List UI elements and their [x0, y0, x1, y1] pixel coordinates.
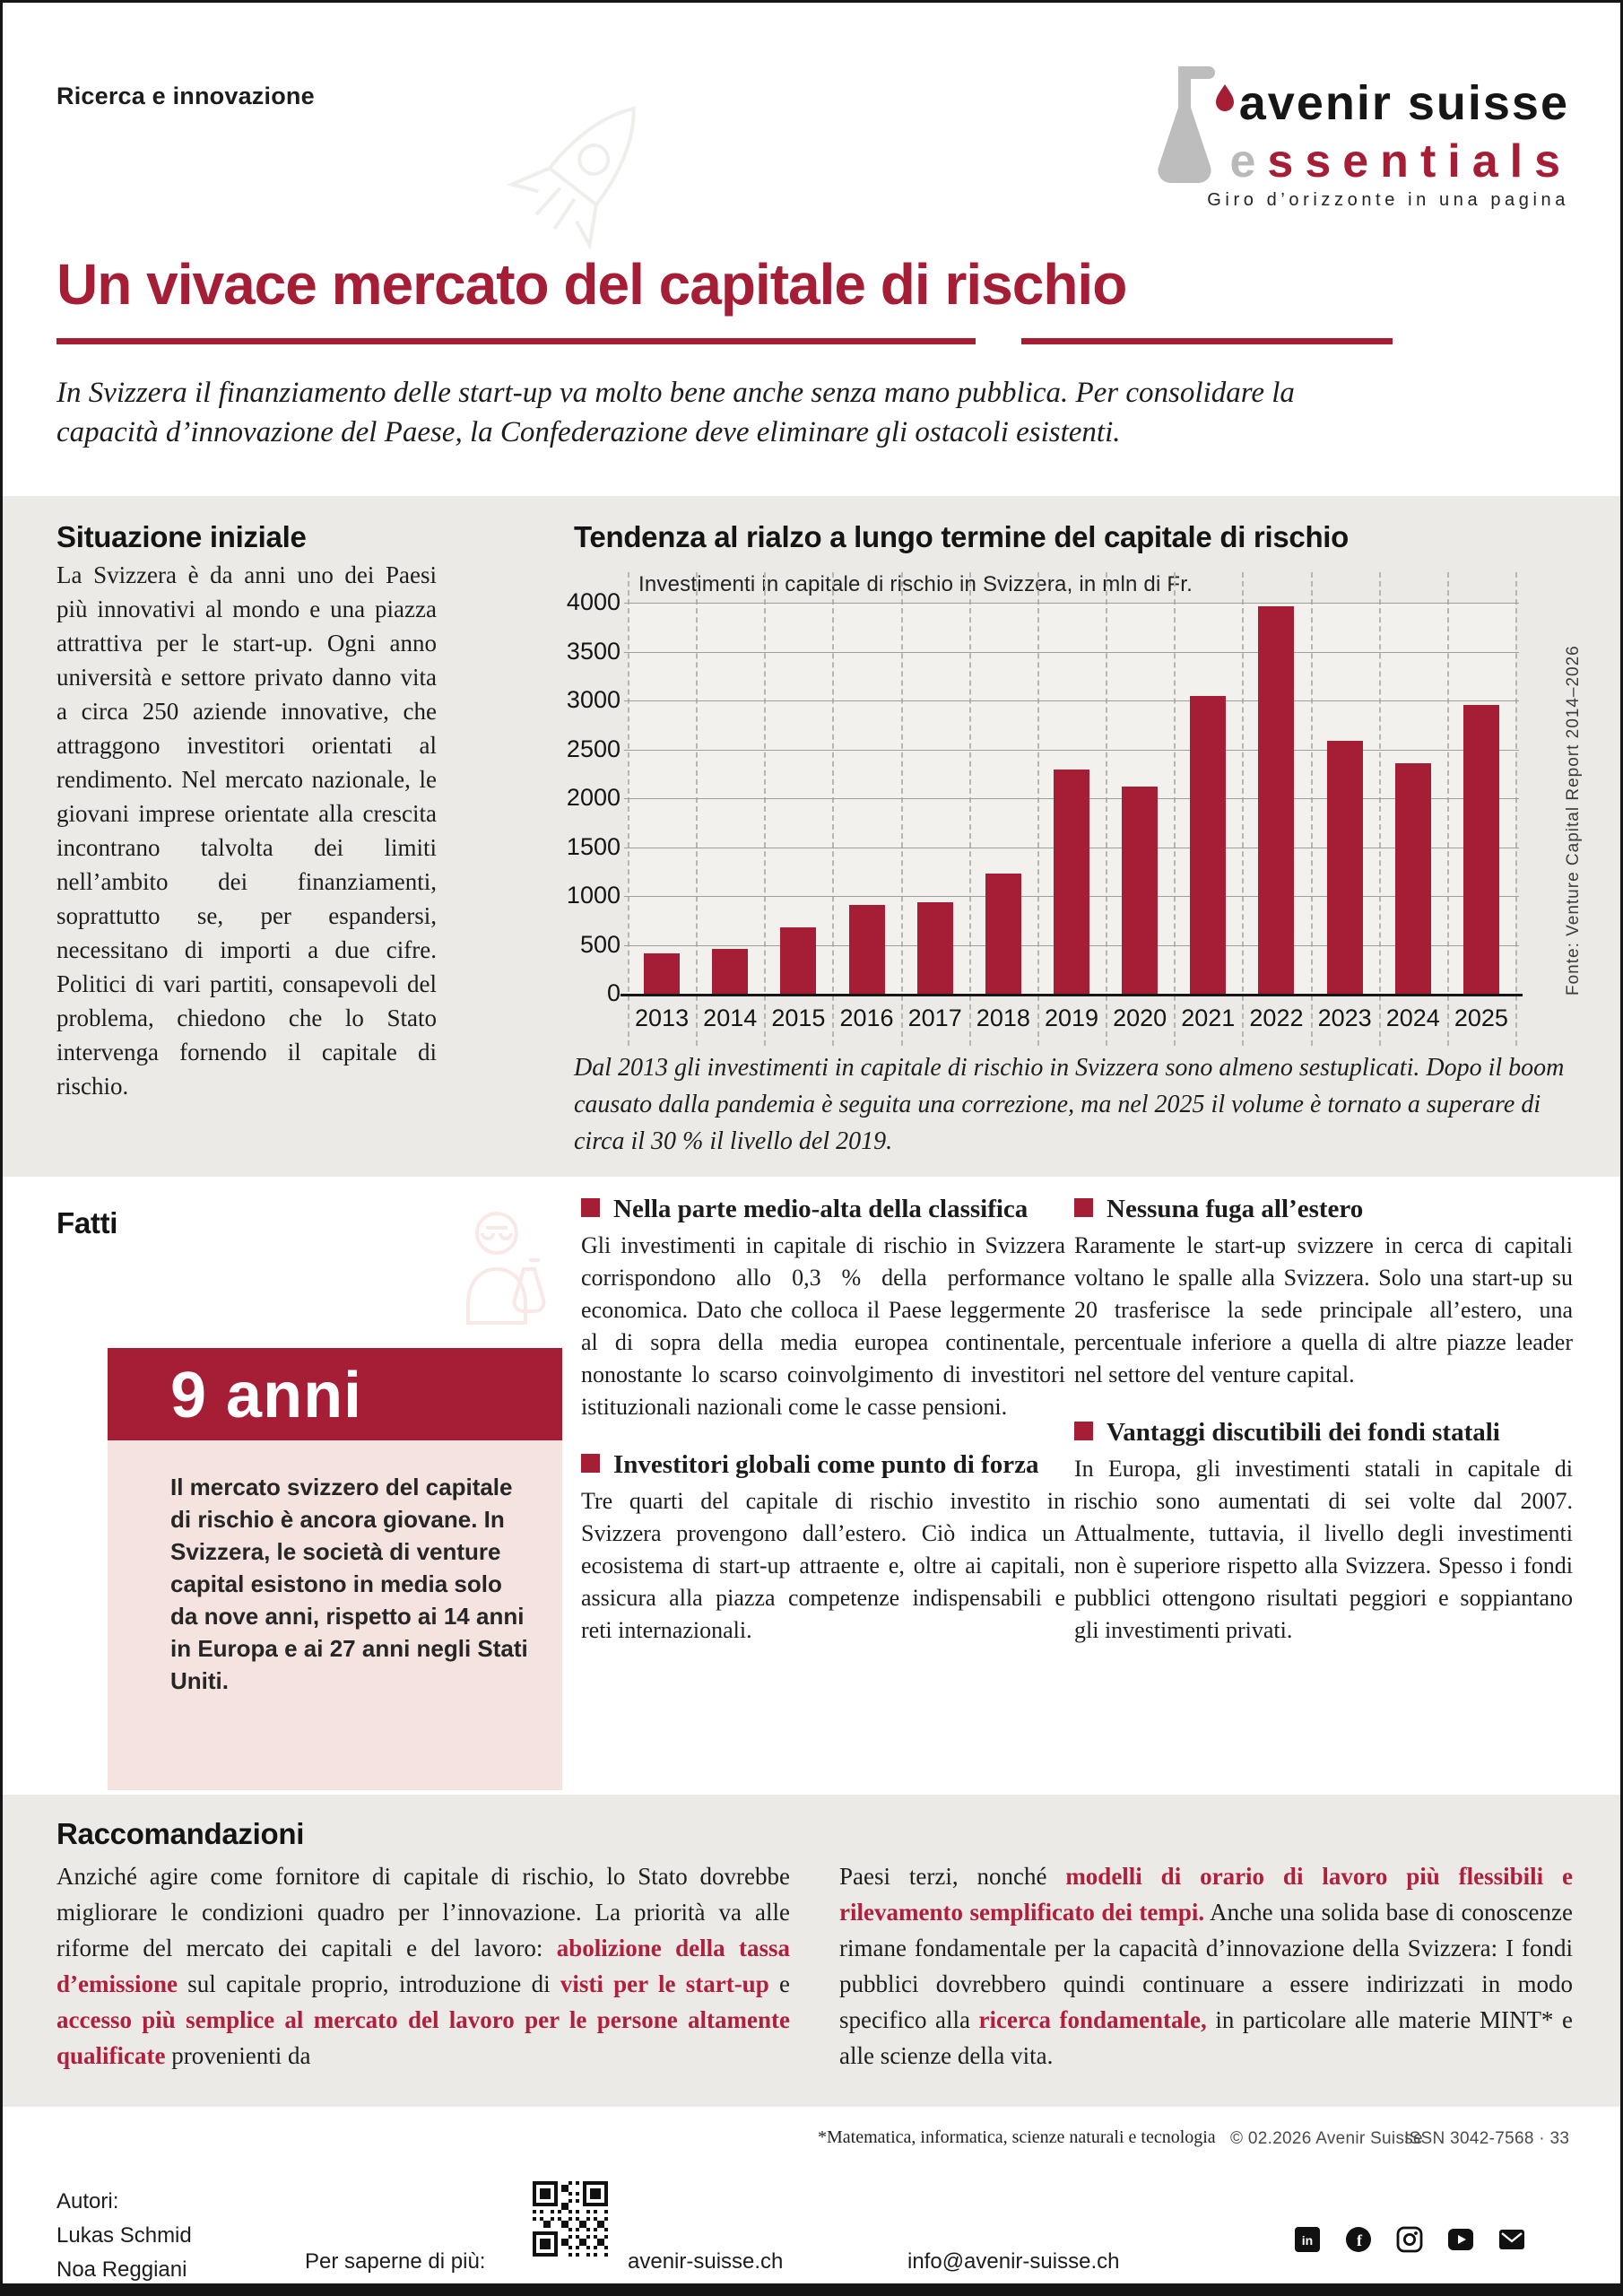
x-axis-tick-label: 2013	[635, 1004, 690, 1031]
x-axis-tick-label: 2024	[1385, 1004, 1440, 1031]
chart-source: Fonte: Venture Capital Report 2014–2026	[1564, 645, 1583, 996]
bar-2018	[985, 874, 1021, 994]
chart-vertical-gridline	[1379, 572, 1381, 1046]
email-link[interactable]: info@avenir-suisse.ch	[907, 2249, 1120, 2274]
square-bullet-icon	[581, 1198, 600, 1217]
recommendations-column-2	[839, 1858, 1573, 2074]
x-axis-tick-label: 2019	[1044, 1004, 1099, 1031]
facts-column-middle	[581, 1195, 1065, 1674]
bar-2019	[1054, 770, 1089, 994]
bar-2015	[780, 927, 816, 994]
website-link[interactable]: avenir-suisse.ch	[628, 2249, 784, 2274]
x-axis-tick-label: 2014	[703, 1004, 758, 1031]
chart-vertical-gridline	[969, 572, 971, 1046]
recommendation-text: sul capitale proprio, introduzione di	[178, 1970, 560, 1997]
bar-chart	[628, 603, 1515, 994]
fact-body: In Europa, gli investimenti statali in capitale di rischio sono aumentati di sei volte dal 2007. Attualmente, tuttavia, il livello degli investimenti non è superiore rispetto alla Svizzera. Spesso i fondi pubblici ottengono risultati peggiori e soppiantano gli investimenti privati.	[1074, 1456, 1573, 1643]
fact-item	[581, 1450, 1065, 1647]
bar-2014	[712, 949, 748, 994]
chart-vertical-gridline	[1515, 572, 1517, 1046]
recommendation-highlight: abolizione della tassa d’emissione	[56, 1935, 790, 1997]
fact-item	[1074, 1418, 1573, 1647]
chart-unit-label: Investimenti in capitale di rischio in Svizzera, in mln di Fr.	[638, 572, 1193, 596]
chart-vertical-gridline	[1447, 572, 1449, 1046]
recommendations-column-1	[56, 1858, 790, 2074]
stat-value: 9 anni	[170, 1360, 363, 1431]
social-icons	[1294, 2226, 1525, 2253]
x-axis-tick-label: 2018	[976, 1004, 1030, 1031]
brand-subname-first-letter: e	[1229, 135, 1268, 187]
chart-vertical-gridline	[1311, 572, 1313, 1046]
situation-heading: Situazione iniziale	[56, 520, 307, 553]
y-axis-tick-label: 3000	[566, 686, 621, 713]
y-axis-tick-label: 1000	[566, 882, 621, 909]
y-axis-tick-label: 2000	[566, 784, 621, 811]
y-axis-tick-label: 4000	[566, 588, 621, 615]
brand-subname-rest: ssentials	[1267, 135, 1572, 187]
chart-vertical-gridline	[1106, 572, 1107, 1046]
brand-name: avenir suisse	[1238, 76, 1569, 130]
chart-gridline	[624, 700, 1519, 701]
x-axis-tick-label: 2025	[1454, 1004, 1508, 1031]
square-bullet-icon	[1074, 1422, 1093, 1440]
more-info-label: Per saperne di più:	[305, 2249, 486, 2274]
fact-heading: Nella parte medio-alta della classifica	[581, 1195, 1065, 1224]
recommendation-text: Anche una solida base di conoscenze rimane fondamentale per la capacità d’innovazione della Svizzera: I fondi pubblici dovrebbero quindi continuare a essere indirizzati in modo specifico alla	[839, 1899, 1573, 2033]
bar-2023	[1327, 741, 1363, 994]
facts-heading: Fatti	[56, 1206, 118, 1239]
author-name: Lukas Schmid	[56, 2223, 192, 2248]
recommendation-highlight: modelli di orario di lavoro più flessibili e rilevamento semplificato dei tempi.	[839, 1863, 1573, 1926]
title-underline	[56, 338, 1393, 344]
instagram-icon[interactable]	[1396, 2226, 1423, 2253]
qr-code	[533, 2181, 608, 2261]
brand-subname	[1230, 135, 1573, 188]
square-bullet-icon	[1074, 1198, 1093, 1217]
x-axis-tick-label: 2022	[1249, 1004, 1304, 1031]
bar-2017	[917, 902, 953, 994]
recommendation-highlight: ricerca fondamentale,	[978, 2006, 1207, 2033]
chart-gridline	[621, 994, 1523, 996]
recommendation-text: e	[768, 1970, 790, 1997]
bar-2021	[1190, 696, 1226, 994]
recommendation-text: Anziché agire come fornitore di capitale di rischio, lo Stato dovrebbe migliorare le condizioni quadro per l’innovazione. La priorità va alle riforme del mercato dei capitali e del lavoro:	[56, 1863, 790, 1961]
facebook-icon[interactable]	[1345, 2226, 1372, 2253]
fact-heading: Investitori globali come punto di forza	[581, 1450, 1065, 1480]
x-axis-tick-label: 2015	[771, 1004, 826, 1031]
y-axis-tick-label: 0	[606, 979, 621, 1006]
authors-label: Autori:	[56, 2189, 119, 2213]
fact-item	[1074, 1195, 1573, 1391]
bar-2020	[1122, 787, 1158, 994]
chart-title: Tendenza al rialzo a lungo termine del capitale di rischio	[574, 520, 1350, 553]
chart-vertical-gridline	[1174, 572, 1176, 1046]
recommendation-highlight: accesso più semplice al mercato del lavoro per le persone altamente qualificate	[56, 2006, 790, 2069]
y-axis-tick-label: 2500	[566, 735, 621, 762]
bar-2025	[1463, 705, 1499, 994]
fact-item	[581, 1195, 1065, 1423]
recommendation-text: Paesi terzi, nonché	[839, 1863, 1066, 1890]
x-axis-tick-label: 2016	[839, 1004, 894, 1031]
recommendation-highlight: visti per le start-up	[560, 1970, 769, 1997]
authors-block	[56, 2185, 192, 2287]
fact-heading: Nessuna fuga all’estero	[1074, 1195, 1573, 1224]
bar-2022	[1258, 606, 1294, 994]
y-axis-tick-label: 1500	[566, 832, 621, 860]
issn-number: ISSN 3042-7568 · 33	[1404, 2129, 1570, 2148]
square-bullet-icon	[581, 1454, 600, 1473]
fact-body: Raramente le start-up svizzere in cerca di capitali voltano le spalle alla Svizzera. Solo una start-up su 20 trasferisce la sede principale all’estero, una percentuale inferiore a quella di altre piazze leader nel settore del venture capital.	[1074, 1232, 1573, 1387]
fact-heading: Vantaggi discutibili dei fondi statali	[1074, 1418, 1573, 1448]
page-bottom-bar	[0, 2283, 1623, 2296]
x-axis-tick-label: 2023	[1317, 1004, 1372, 1031]
recommendation-text: provenienti da	[165, 2042, 311, 2069]
chart-gridline	[624, 652, 1519, 653]
author-name: Noa Reggiani	[56, 2257, 187, 2282]
brand-tagline: Giro d’orizzonte in una pagina	[1207, 190, 1569, 210]
chart-vertical-gridline	[1037, 572, 1039, 1046]
chart-vertical-gridline	[696, 572, 698, 1046]
x-axis-tick-label: 2021	[1181, 1004, 1236, 1031]
stat-text-box: Il mercato svizzero del capitale di rischio è ancora giovane. In Svizzera, le società di venture capital esistono in media solo da nove anni, rispetto ai 14 anni in Europa e ai 27 anni negli Stati Uniti.	[108, 1440, 562, 1790]
chart-vertical-gridline	[901, 572, 903, 1046]
situation-body: La Svizzera è da anni uno dei Paesi più innovativi al mondo e una piazza attrattiva per le start-up. Ogni anno università e settore privato danno vita a circa 250 aziende innovative, che attraggono investitori orientati al rendimento. Nel mercato nazionale, le giovani imprese orientate alla crescita incontrano talvolta dei limiti nell’ambito dei finanziamenti, soprattutto se, per espandersi, necessitano di importi a due cifre. Politici di vari partiti, consapevoli del problema, chiedono che lo Stato intervenga fornendo il capitale di rischio.	[56, 561, 437, 1100]
x-axis-tick-label: 2017	[907, 1004, 962, 1031]
recommendations-heading: Raccomandazioni	[56, 1817, 305, 1850]
chart-vertical-gridline	[1242, 572, 1244, 1046]
copyright: © 02.2026 Avenir Suisse	[1230, 2129, 1423, 2148]
email-icon[interactable]	[1498, 2226, 1525, 2253]
page-title: Un vivace mercato del capitale di rischio	[56, 252, 1127, 317]
fact-body: Gli investimenti in capitale di rischio in Svizzera corrispondono allo 0,3 % della performance economica. Dato che colloca il Paese leggermente al di sopra della media europea continentale, nonostante lo scarso coinvolgimento di investitori istituzionali nazionali come le casse pensioni.	[581, 1232, 1065, 1420]
svg-text:f: f	[1357, 2231, 1362, 2249]
chart-caption: Dal 2013 gli investimenti in capitale di rischio in Svizzera sono almeno sestuplicati. Dopo il boom causato dalla pandemia è seguita una correzione, ma nel 2025 il volume è tornato a superare di circa il 30 % il livello del 2019.	[574, 1054, 1565, 1155]
chart-vertical-gridline	[628, 572, 629, 1046]
bar-2024	[1395, 763, 1431, 994]
bar-2013	[644, 953, 680, 994]
chart-vertical-gridline	[764, 572, 766, 1046]
stat-value-box	[108, 1348, 562, 1440]
recommendation-text: in particolare alle materie MINT* e alle scienze della vita.	[839, 2006, 1573, 2069]
chart-gridline	[624, 603, 1519, 604]
lead-paragraph: In Svizzera il finanziamento delle start-up va molto bene anche senza mano pubblica. Per consolidare la capacità d’innovazione del Paese, la Confederazione deve eliminare gli ostacoli esistenti.	[56, 377, 1295, 448]
x-axis-tick-label: 2020	[1113, 1004, 1167, 1031]
linkedin-icon[interactable]	[1294, 2226, 1321, 2253]
chart-gridline	[624, 750, 1519, 751]
youtube-icon[interactable]	[1447, 2226, 1474, 2253]
category-label: Ricerca e innovazione	[56, 83, 315, 109]
bar-2016	[849, 905, 885, 994]
footnote: *Matematica, informatica, scienze naturali e tecnologia	[818, 2127, 1216, 2147]
svg-text:in: in	[1301, 2233, 1314, 2248]
scientist-watermark-icon	[441, 1197, 576, 1341]
facts-column-right	[1074, 1195, 1573, 1674]
chart-vertical-gridline	[832, 572, 834, 1046]
y-axis-tick-label: 500	[579, 930, 621, 958]
y-axis-tick-label: 3500	[566, 637, 621, 665]
fact-body: Tre quarti del capitale di rischio investito in Svizzera provengono dall’estero. Ciò indica un ecosistema di start-up attraente e, oltre ai capitali, assicura alla piazza competenze indispensabili e reti internazionali.	[581, 1488, 1065, 1643]
